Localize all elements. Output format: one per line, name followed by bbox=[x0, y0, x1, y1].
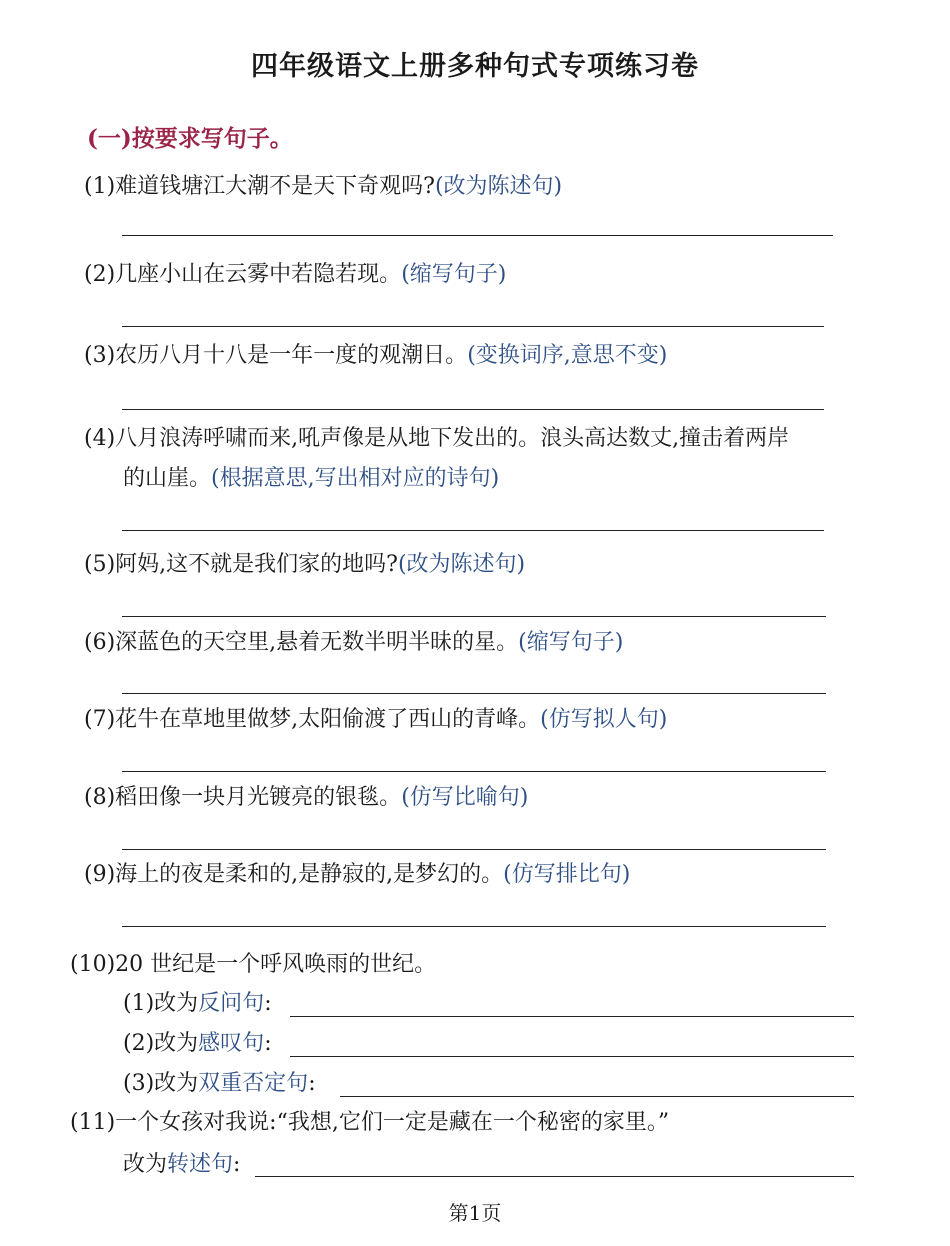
answer-line-4[interactable] bbox=[122, 530, 824, 531]
question-text: 20 世纪是一个呼风唤雨的世纪。 bbox=[115, 952, 437, 977]
answer-line-11[interactable] bbox=[255, 1176, 854, 1177]
question-text: 的山崖。 bbox=[123, 466, 212, 491]
question-number: (3) bbox=[84, 343, 116, 368]
q11-sub bbox=[123, 1150, 240, 1180]
question-number: (6) bbox=[84, 630, 116, 655]
question-text: 花牛在草地里做梦,太阳偷渡了西山的青峰。 bbox=[115, 707, 541, 732]
answer-line-6[interactable] bbox=[122, 693, 826, 694]
page-title: 四年级语文上册多种句式专项练习卷 bbox=[251, 51, 699, 82]
question-text: 一个女孩对我说:“我想,它们一定是藏在一个秘密的家里。” bbox=[115, 1110, 670, 1135]
q10-sub-3 bbox=[123, 1069, 316, 1099]
question-9 bbox=[84, 860, 630, 890]
question-hint: (根据意思,写出相对应的诗句) bbox=[211, 466, 500, 491]
question-number: (8) bbox=[84, 785, 116, 810]
section-heading: (一)按要求写句子。 bbox=[87, 125, 293, 152]
question-number: (11) bbox=[70, 1110, 116, 1135]
question-7 bbox=[84, 705, 667, 735]
answer-line-7[interactable] bbox=[122, 771, 826, 772]
answer-line-9[interactable] bbox=[122, 926, 826, 927]
question-number: (9) bbox=[84, 862, 116, 887]
q10-sub-1 bbox=[123, 989, 272, 1019]
question-6 bbox=[84, 628, 623, 658]
question-number: (7) bbox=[84, 707, 116, 732]
sub-colon: : bbox=[264, 1031, 272, 1056]
answer-line-10-2[interactable] bbox=[290, 1056, 854, 1057]
answer-line-5[interactable] bbox=[122, 616, 826, 617]
question-hint: (变换词序,意思不变) bbox=[467, 343, 668, 368]
question-hint: (改为陈述句) bbox=[434, 174, 563, 199]
question-hint: (仿写排比句) bbox=[503, 862, 631, 887]
answer-line-2[interactable] bbox=[122, 326, 824, 327]
sub-hint: 感叹句 bbox=[198, 1031, 265, 1056]
sub-colon: : bbox=[308, 1071, 316, 1096]
question-hint: (改为陈述句) bbox=[397, 552, 526, 577]
question-hint: (仿写拟人句) bbox=[540, 707, 668, 732]
sub-hint: 反问句 bbox=[198, 991, 265, 1016]
sub-colon: : bbox=[264, 991, 272, 1016]
question-1 bbox=[84, 172, 562, 202]
sub-prefix: (1)改为 bbox=[123, 991, 199, 1016]
sub-prefix: (2)改为 bbox=[123, 1031, 199, 1056]
question-2 bbox=[84, 260, 506, 290]
answer-line-3[interactable] bbox=[122, 409, 824, 410]
sub-prefix: 改为 bbox=[123, 1152, 168, 1177]
q10-sub-2 bbox=[123, 1029, 272, 1059]
sub-colon: : bbox=[233, 1152, 241, 1177]
question-hint: (仿写比喻句) bbox=[401, 785, 529, 810]
question-number: (4) bbox=[84, 426, 116, 451]
question-hint: (缩写句子) bbox=[401, 262, 507, 287]
question-text: 几座小山在云雾中若隐若现。 bbox=[115, 262, 402, 287]
sub-prefix: (3)改为 bbox=[123, 1071, 199, 1096]
question-text: 深蓝色的天空里,悬着无数半明半昧的星。 bbox=[115, 630, 519, 655]
sub-hint: 转述句 bbox=[167, 1152, 234, 1177]
answer-line-10-1[interactable] bbox=[290, 1016, 854, 1017]
sub-hint: 双重否定句 bbox=[198, 1071, 309, 1096]
question-text: 稻田像一块月光镀亮的银毯。 bbox=[115, 785, 402, 810]
page-number: 第1页 bbox=[448, 1201, 502, 1225]
question-8 bbox=[84, 783, 528, 813]
question-text: 难道钱塘江大潮不是天下奇观吗? bbox=[115, 174, 435, 199]
question-10 bbox=[70, 950, 436, 980]
question-5 bbox=[84, 550, 525, 580]
answer-line-8[interactable] bbox=[122, 849, 826, 850]
answer-line-1[interactable] bbox=[122, 235, 833, 236]
question-text: 海上的夜是柔和的,是静寂的,是梦幻的。 bbox=[115, 862, 504, 887]
question-number: (5) bbox=[84, 552, 116, 577]
answer-line-10-3[interactable] bbox=[340, 1096, 854, 1097]
question-3 bbox=[84, 341, 667, 371]
question-hint: (缩写句子) bbox=[518, 630, 624, 655]
question-number: (10) bbox=[70, 952, 116, 977]
question-text: 八月浪涛呼啸而来,吼声像是从地下发出的。浪头高达数丈,撞击着两岸 bbox=[115, 426, 790, 451]
question-number: (2) bbox=[84, 262, 116, 287]
question-4-continuation bbox=[123, 464, 499, 494]
question-text: 农历八月十八是一年一度的观潮日。 bbox=[115, 343, 468, 368]
question-number: (1) bbox=[84, 174, 116, 199]
question-11 bbox=[70, 1108, 669, 1138]
question-4 bbox=[84, 424, 789, 454]
question-text: 阿妈,这不就是我们家的地吗? bbox=[115, 552, 398, 577]
